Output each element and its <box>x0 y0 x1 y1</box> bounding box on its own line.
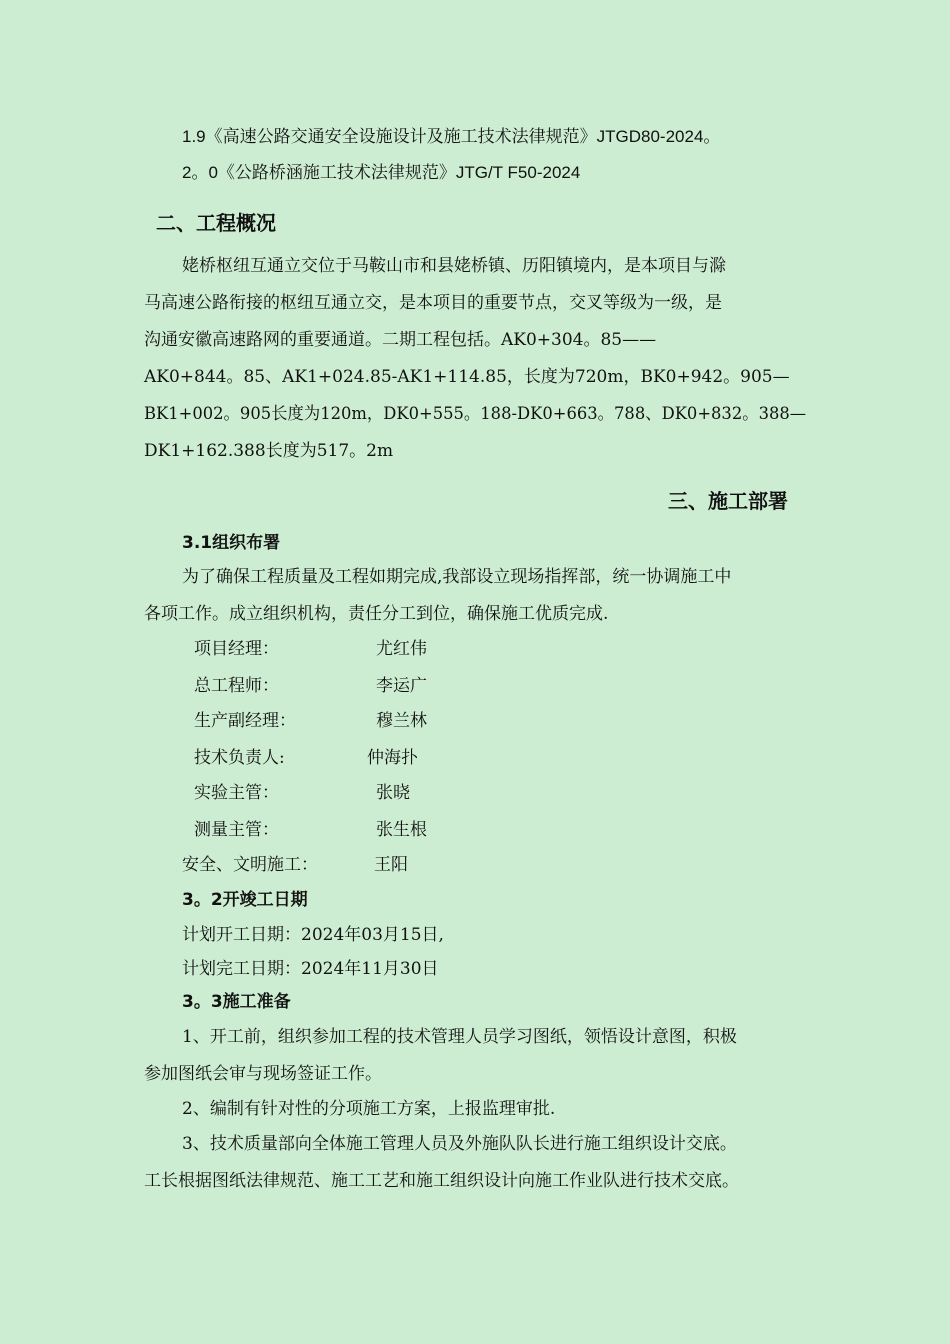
section-heading: 三、施工部署 <box>668 489 788 513</box>
paragraph-line: 工长根据图纸法律规范、施工工艺和施工组织设计向施工作业队进行技术交底。 <box>144 1171 739 1191</box>
paragraph-line: 沟通安徽高速路网的重要通道。二期工程包括。AK0+304。85—— <box>144 330 657 350</box>
staff-role: 总工程师： <box>194 676 279 696</box>
subsection-heading: 3。2开竣工日期 <box>182 890 308 910</box>
end-date: 计划完工日期：2024年11月30日 <box>182 959 439 979</box>
section-heading: 二、工程概况 <box>156 211 276 235</box>
paragraph-line: 参加图纸会审与现场签证工作。 <box>144 1064 382 1084</box>
staff-name: 张晓 <box>376 783 410 803</box>
paragraph-line: 1、开工前，组织参加工程的技术管理人员学习图纸，领悟设计意图，积极 <box>182 1027 737 1047</box>
staff-name: 尤红伟 <box>376 639 427 659</box>
staff-role: 技术负责人: <box>194 748 285 768</box>
staff-role: 实验主管： <box>194 783 279 803</box>
paragraph-line: 为了确保工程质量及工程如期完成,我部设立现场指挥部，统一协调施工中 <box>182 567 732 587</box>
staff-role: 测量主管： <box>194 820 279 840</box>
staff-role: 项目经理： <box>194 639 279 659</box>
staff-name: 穆兰林 <box>376 711 427 731</box>
paragraph-line: 马高速公路衔接的枢纽互通立交，是本项目的重要节点，交叉等级为一级，是 <box>144 293 722 313</box>
staff-name: 李运广 <box>376 676 427 696</box>
subsection-heading: 3。3施工准备 <box>182 992 291 1012</box>
staff-role: 安全、文明施工： <box>182 855 318 875</box>
paragraph-line: 2、编制有针对性的分项施工方案，上报监理审批. <box>182 1099 556 1119</box>
staff-name: 王阳 <box>374 855 408 875</box>
paragraph-line: DK1+162.388长度为517。2m <box>144 441 394 461</box>
reference-line: 2。0《公路桥涵施工技术法律规范》JTG/T F50-2024 <box>182 163 581 182</box>
start-date: 计划开工日期：2024年03月15日, <box>182 925 444 945</box>
staff-name: 张生根 <box>376 820 427 840</box>
subsection-heading: 3.1组织布署 <box>182 533 281 553</box>
staff-name: 仲海扑 <box>367 748 418 768</box>
paragraph-line: 3、技术质量部向全体施工管理人员及外施队队长进行施工组织设计交底。 <box>182 1134 737 1154</box>
paragraph-line: AK0+844。85、AK1+024.85-AK1+114.85，长度为720m，BK0+942。905— <box>144 367 790 387</box>
reference-line: 1.9《高速公路交通安全设施设计及施工技术法律规范》JTGD80-2024。 <box>182 127 721 146</box>
paragraph-line: 各项工作。成立组织机构，责任分工到位，确保施工优质完成. <box>144 604 609 624</box>
paragraph-line: BK1+002。905长度为120m，DK0+555。188-DK0+663。788、DK0+832。388— <box>144 404 807 424</box>
staff-role: 生产副经理： <box>194 711 296 731</box>
paragraph-line: 姥桥枢纽互通立交位于马鞍山市和县姥桥镇、历阳镇境内，是本项目与滁 <box>182 256 726 276</box>
